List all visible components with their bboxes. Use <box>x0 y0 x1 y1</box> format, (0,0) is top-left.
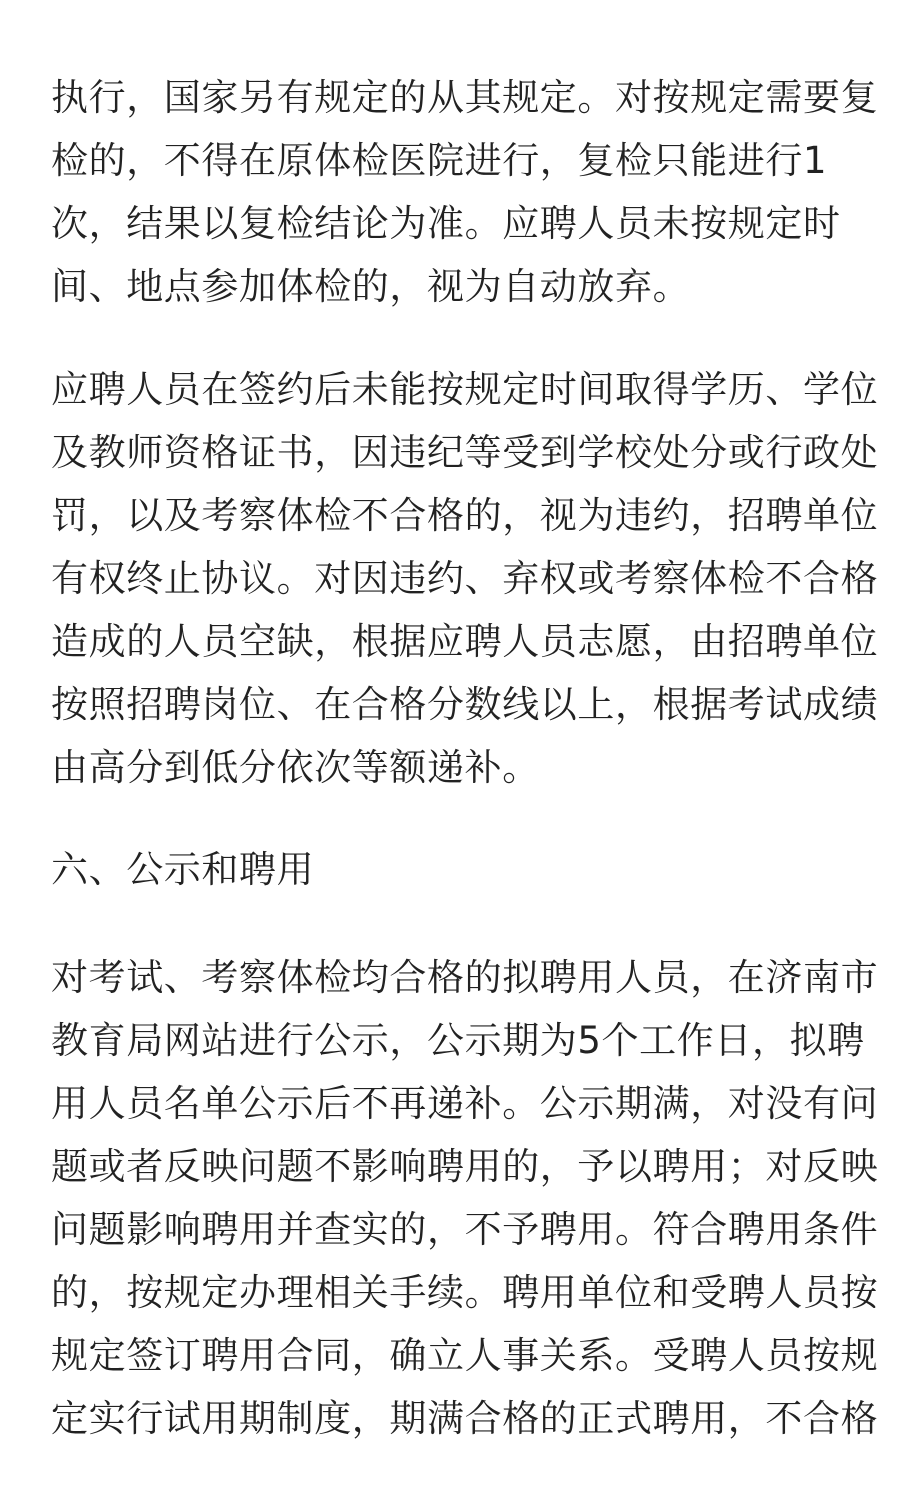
text-line: 对考试、考察体检均合格的拟聘用人员，在济南市 <box>51 956 879 999</box>
text-line: 规定签订聘用合同，确立人事关系。受聘人员按规 <box>51 1334 879 1377</box>
paragraph-breach-of-contract <box>51 358 879 799</box>
text-line: 有权终止协议。对因违约、弃权或考察体检不合格 <box>51 557 879 600</box>
text-line: 应聘人员在签约后未能按规定时间取得学历、学位 <box>51 368 879 411</box>
heading-text: 六、公示和聘用 <box>51 848 315 891</box>
text-line: 的，按规定办理相关手续。聘用单位和受聘人员按 <box>51 1271 879 1314</box>
text-line: 执行，国家另有规定的从其规定。对按规定需要复 <box>51 76 879 119</box>
paragraph-physical-exam <box>51 66 879 318</box>
text-line: 定实行试用期制度，期满合格的正式聘用，不合格 <box>51 1397 879 1440</box>
paragraph-publicity <box>51 946 879 1450</box>
section-heading-publicity-and-hiring <box>51 838 851 901</box>
text-line: 及教师资格证书，因违纪等受到学校处分或行政处 <box>51 431 879 474</box>
text-line: 检的，不得在原体检医院进行，复检只能进行1 <box>51 139 828 182</box>
text-line: 题或者反映问题不影响聘用的，予以聘用；对反映 <box>51 1145 879 1188</box>
text-line: 由高分到低分依次等额递补。 <box>51 746 540 789</box>
text-line: 间、地点参加体检的，视为自动放弃。 <box>51 265 691 308</box>
text-line: 次，结果以复检结论为准。应聘人员未按规定时 <box>51 202 841 245</box>
text-line: 问题影响聘用并查实的，不予聘用。符合聘用条件 <box>51 1208 879 1251</box>
text-line: 教育局网站进行公示，公示期为5个工作日，拟聘 <box>51 1019 865 1062</box>
text-line: 罚，以及考察体检不合格的，视为违约，招聘单位 <box>51 494 879 537</box>
text-line: 造成的人员空缺，根据应聘人员志愿，由招聘单位 <box>51 620 879 663</box>
text-line: 用人员名单公示后不再递补。公示期满，对没有问 <box>51 1082 879 1125</box>
text-line: 按照招聘岗位、在合格分数线以上，根据考试成绩 <box>51 683 879 726</box>
